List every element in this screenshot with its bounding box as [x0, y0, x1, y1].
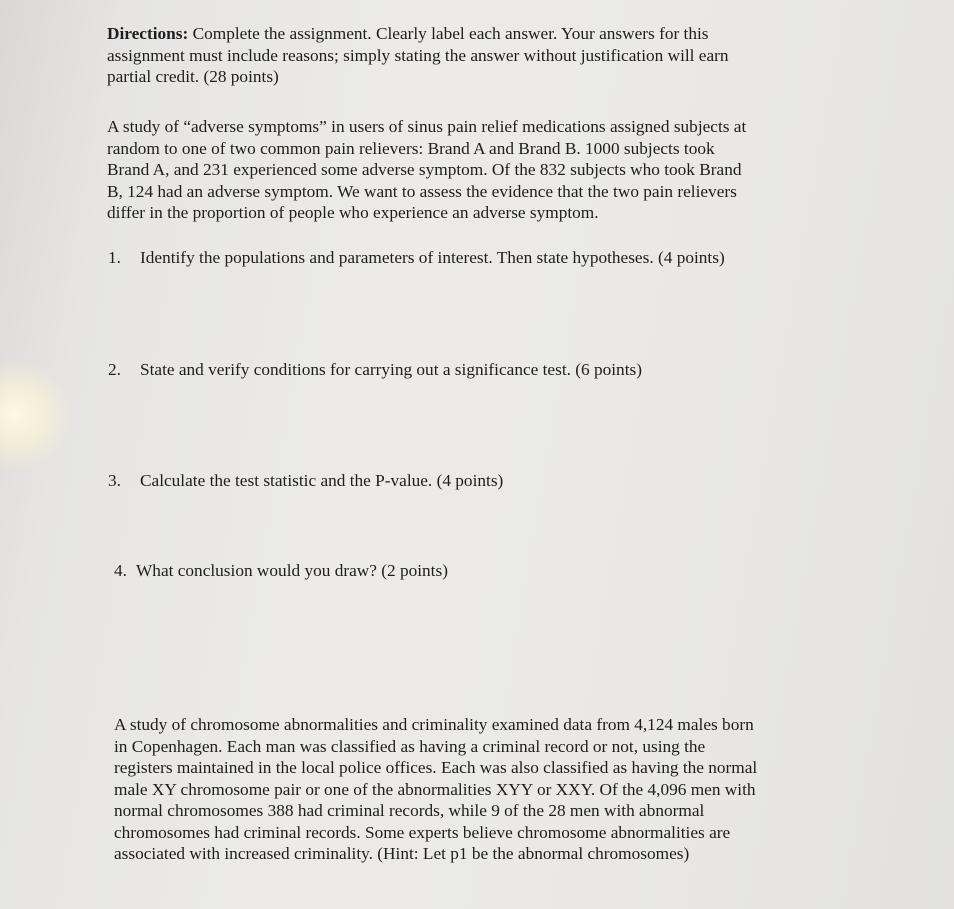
question-text: What conclusion would you draw? (2 points): [136, 561, 448, 580]
question-number: 3.: [108, 471, 121, 490]
study2-line-7: associated with increased criminality. (Hint: Let p1 be the abnormal chromosomes): [114, 844, 690, 863]
study1-line-1: A study of “adverse symptoms” in users of sinus pain relief medications assigned subjects at: [107, 117, 747, 136]
directions-paragraph: [107, 23, 837, 88]
question-text: Calculate the test statistic and the P-value. (4 points): [140, 471, 504, 490]
study2-line-2: in Copenhagen. Each man was classified as having a criminal record or not, using the: [114, 736, 706, 756]
study2-line-1: A study of chromosome abnormalities and criminality examined data from 4,124 males born: [114, 715, 754, 734]
question-text: Identify the populations and parameters of interest. Then state hypotheses. (4 points): [140, 248, 725, 267]
study1-line-5: differ in the proportion of people who experience an adverse symptom.: [107, 203, 599, 222]
question-text: State and verify conditions for carrying out a significance test. (6 points): [140, 360, 642, 379]
question-2: [108, 359, 642, 381]
directions-line-3: partial credit. (28 points): [107, 67, 279, 86]
light-glare: [0, 360, 70, 470]
study2-line-5: normal chromosomes 388 had criminal records, while 9 of the 28 men with abnormal: [114, 801, 705, 820]
study1-line-2: random to one of two common pain relievers: Brand A and Brand B. 1000 subjects took: [107, 138, 715, 158]
directions-label: Directions:: [107, 24, 189, 43]
question-1: [108, 247, 725, 269]
chromosome-study-paragraph: [114, 714, 854, 865]
directions-line-1: Complete the assignment. Clearly label each answer. Your answers for this: [188, 24, 709, 43]
study1-line-3: Brand A, and 231 experienced some adverse symptom. Of the 832 subjects who took Brand: [107, 160, 742, 179]
pain-reliever-study-paragraph: [107, 116, 837, 224]
question-number: 4.: [114, 561, 127, 580]
study2-line-3: registers maintained in the local police offices. Each was also classified as having the normal: [114, 758, 758, 777]
question-4: [114, 560, 448, 582]
question-number: 1.: [108, 248, 121, 267]
study2-line-4: male XY chromosome pair or one of the abnormalities XYY or XXY. Of the 4,096 men with: [114, 779, 756, 799]
study1-line-4: B, 124 had an adverse symptom. We want to assess the evidence that the two pain relievers: [107, 181, 737, 201]
directions-line-2: assignment must include reasons; simply stating the answer without justification will earn: [107, 45, 729, 65]
study2-line-6: chromosomes had criminal records. Some experts believe chromosome abnormalities are: [114, 822, 731, 842]
question-3: [108, 470, 503, 492]
question-number: 2.: [108, 360, 121, 379]
